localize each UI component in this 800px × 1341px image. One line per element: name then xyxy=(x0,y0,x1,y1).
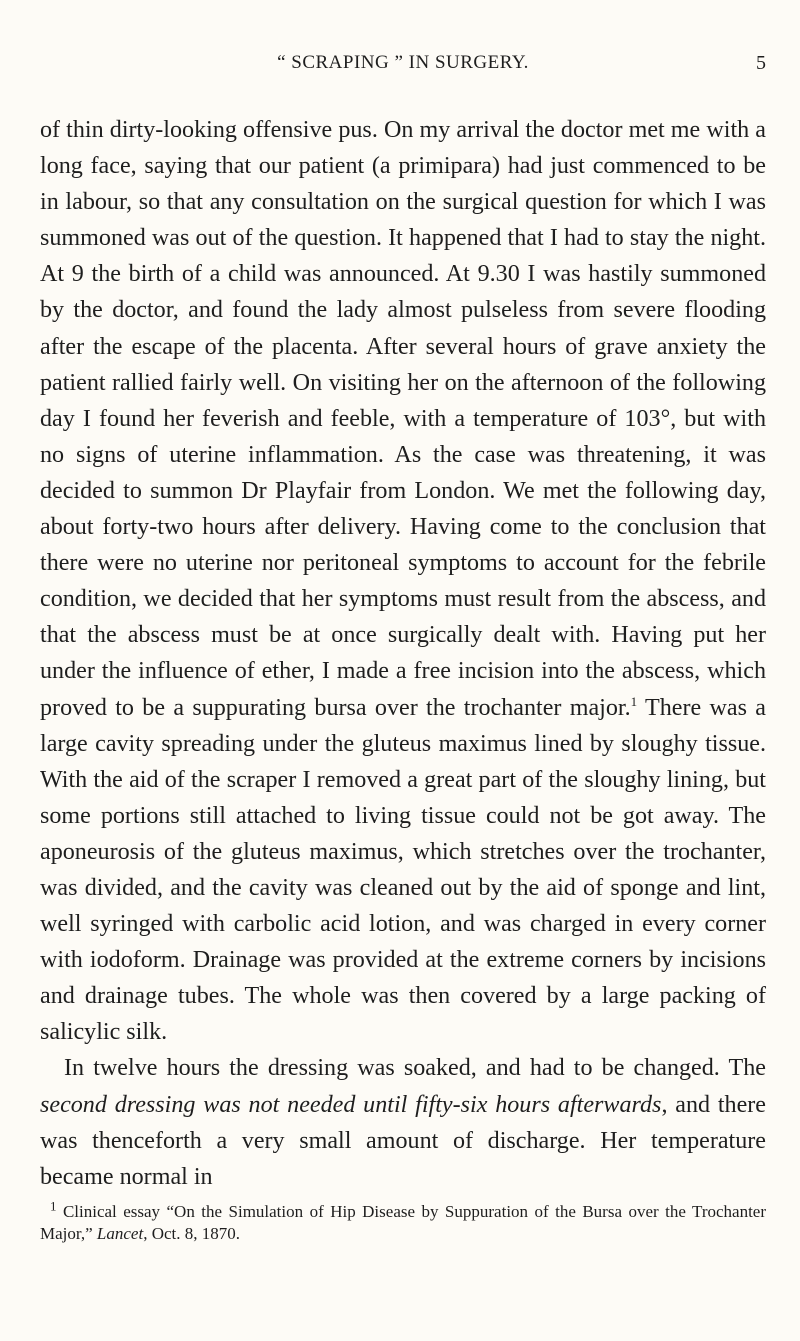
running-head: “ SCRAPING ” IN SURGERY. xyxy=(277,52,529,73)
paragraph-2-text-a: In twelve hours the dressing was soaked, and had to be changed. The xyxy=(64,1055,766,1082)
paragraph-1-text-b: There was a large cavity spreading under the gluteus maximus lined by sloughy tissue. With the aid of the scraper I removed a great part of the sloughy lining, but some portions still attached to living tissue could not be got away. The aponeurosis of the gluteus maximus, which stretches over the trochanter, was divided, and the cavity was cleaned out by the aid of sponge and lint, well syringed with carbolic acid lotion, and was charged in every corner with iodoform. Drainage was provided at the extreme corners by incisions and drainage tubes. The whole was then covered by a large packing of salicylic silk. xyxy=(40,694,766,1046)
paragraph-1 xyxy=(40,112,766,1050)
paragraph-2 xyxy=(40,1050,766,1194)
footnote-journal: Lancet xyxy=(96,1223,144,1243)
footnote-citation: , Oct. 8, 1870. xyxy=(143,1223,240,1243)
footnote-reference: 1 xyxy=(630,693,638,709)
footnote xyxy=(40,1198,766,1245)
footnote-text: Clinical essay “On the Simulation of Hip Disease by Suppuration of the Bursa over the Trochanter Major,” xyxy=(40,1201,766,1243)
paragraph-2-italic-text: second dressing was not needed until fifty-six hours afterwards xyxy=(40,1091,662,1118)
body-text xyxy=(40,112,766,1245)
page-header xyxy=(40,52,766,82)
paragraph-2-text-b: , and there was thenceforth a very small amount of discharge. Her temperature became normal in xyxy=(40,1091,767,1190)
page-number: 5 xyxy=(756,52,766,74)
paragraph-1-text-a: of thin dirty-looking offensive pus. On my arrival the doctor met me with a long face, saying that our patient (a primipara) had just commenced to be in labour, so that any consultation on the surgical question for which I was summoned was out of the question. It happened that I had to stay the night. At 9 the birth of a child was announced. At 9.30 I was hastily summoned by the doctor, and found the lady almost pulseless from severe flooding after the escape of the placenta. After several hours of grave anxiety the patient rallied fairly well. On visiting her on the afternoon of the following day I found her feverish and feeble, with a temperature of 103°, but with no signs of uterine inflammation. As the case was threatening, it was decided to summon Dr Playfair from London. We met the following day, about forty-two hours after delivery. Having come to the conclusion that there were no uterine nor peritoneal symptoms to account for the febrile condition, we decided that her symptoms must result from the abscess, and that the abscess must be at once surgically dealt with. Having put her under the influence of ether, I made a free incision into the abscess, which proved to be a suppurating bursa over the trochanter major. xyxy=(40,117,766,721)
footnote-marker: 1 xyxy=(50,1198,57,1214)
